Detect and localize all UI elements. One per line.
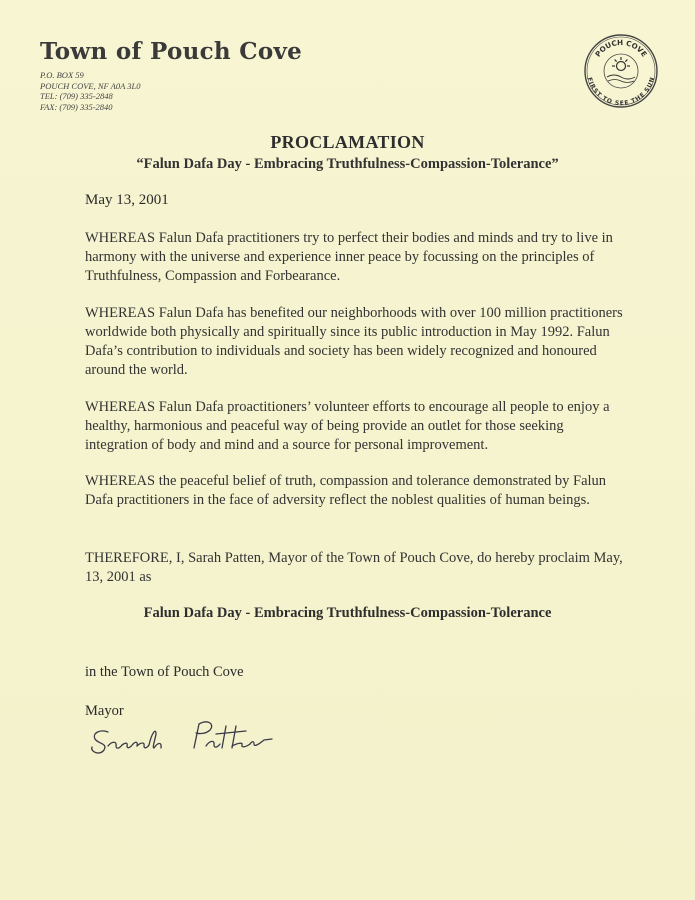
whereas-paragraph-4: WHEREAS the peaceful belief of truth, compassion and tolerance demonstrated by Falun Dafa practitioners in the face of adversity reflect the noblest qualities of human beings. <box>85 473 607 508</box>
seal-top-text: POUCH COVE <box>593 37 649 59</box>
address-po-box: P.O. BOX 59 <box>40 70 84 80</box>
whereas-paragraph-3: WHEREAS Falun Dafa proactitioners’ volunteer efforts to encourage all people to enjoy a healthy, harmonious and peaceful way of being provide an outlet for those seeking integration of body and mind and a source for personal improvement. <box>85 399 610 453</box>
letterhead-address <box>40 70 141 112</box>
mayor-signature <box>86 712 276 764</box>
address-fax: FAX: (709) 335-2840 <box>40 101 113 112</box>
proclaimed-day: Falun Dafa Day - Embracing Truthfulness-Compassion-Tolerance <box>143 605 552 621</box>
letterhead-title: Town of Pouch Cove <box>40 38 303 65</box>
proclamation-date: May 13, 2001 <box>85 192 169 208</box>
town-seal-icon <box>583 33 659 109</box>
seal-bottom-text: FIRST TO SEE THE SUN <box>585 76 657 108</box>
address-city: POUCH COVE, NF A0A 3L0 <box>40 80 141 91</box>
page-subtitle: “Falun Dafa Day - Embracing Truthfulness-Compassion-Tolerance” <box>136 156 559 172</box>
signatory-title: Mayor <box>85 703 124 719</box>
address-tel: TEL: (709) 335-2848 <box>40 91 113 101</box>
whereas-paragraph-2: WHEREAS Falun Dafa has benefited our neighborhoods with over 100 million practitioners worldwide both physically and spiritually since its public introduction in May 1992. Falun Dafa’s contribution to individuals and society has been widely recognized and honoured around the world. <box>85 305 623 378</box>
therefore-paragraph: THEREFORE, I, Sarah Patten, Mayor of the Town of Pouch Cove, do hereby proclaim May, 13, 2001 as <box>85 550 623 585</box>
page-title: PROCLAMATION <box>270 132 425 152</box>
location-line: in the Town of Pouch Cove <box>85 664 244 680</box>
whereas-paragraph-1: WHEREAS Falun Dafa practitioners try to perfect their bodies and minds and try to live in harmony with the universe and experience inner peace by focussing on the principles of Truthfulness, Compassion and Forbearance. <box>85 230 613 284</box>
